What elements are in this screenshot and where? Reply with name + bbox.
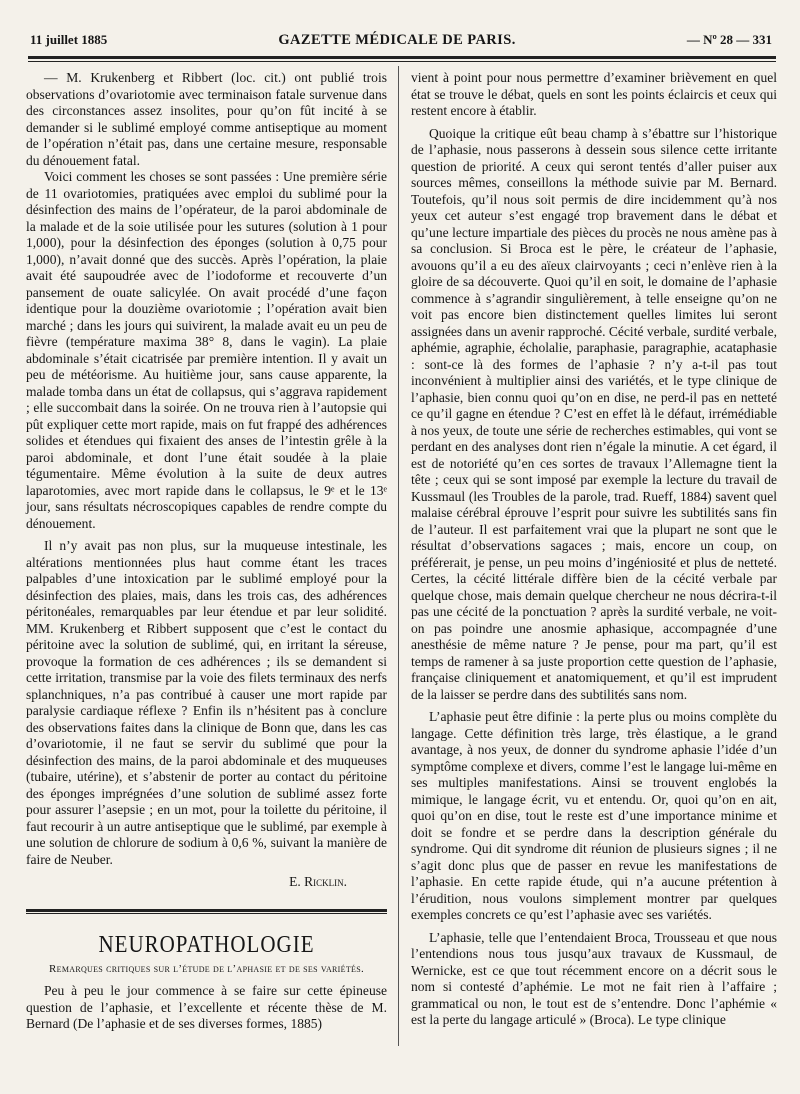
signature: E. Ricklin. (289, 874, 347, 889)
left-column (26, 70, 387, 1033)
section-rule (26, 909, 387, 914)
section-title: NEUROPATHOLOGIE (98, 929, 315, 958)
paragraph: — M. Krukenberg et Ribbert (loc. cit.) ont publié trois observations d’ovariotomie avec terminaison fatale survenue dans des circonstances assez insolites, pour qu’on fût incité à se demander si le sublimé employé comme antiseptique au moment de l’opération n’était pas, dans une certaine mesure, responsable du dénouement fatal. (26, 70, 387, 168)
header-issue: — Nº 28 — 331 (686, 32, 772, 47)
paragraph: L’aphasie, telle que l’entendaient Broca, Trousseau et que nous l’entendions nous tous jusqu’aux travaux de Kussmaul, de Wernicke, est ce que tout récemment encore on a décrit sous le nom si contesté d’aphémie. Le mot ne fait rien à l’affaire ; grammatical ou non, le tout est de s’entendre. Donc l’aphémie « est la perte du langage articulé » (Broca). Le type clinique (411, 929, 777, 1027)
paragraph: Quoique la critique eût beau champ à s’ébattre sur l’historique de l’aphasie, nous passerons à dessein sous silence cette irritante question de priorité. A ceux qui seront tentés d’aller puiser aux sources mêmes, conseillons la méthode suivie par M. Bernard. Toutefois, qu’il nous soit permis de dire incidemment qu’à nos yeux cet auteur s’est engagé trop bravement dans le débat et qu’une lecture impartiale des pièces du procès ne nous amène pas à sa conclusion. Si Broca est le père, le créateur de l’aphasie, avouons qu’il a eu des aïeux clairvoyants ; ceci n’enlève rien à la gloire de sa découverte. Quoi qu’il en soit, le domaine de l’aphasie commence à s’agrandir singulièrement, à telle enseigne qu’on ne voit pas encore bien distinctement quelles limites lui seront assignées dans un avenir rapproché. Cécité verbale, surdité verbale, aphémie, agraphie, écholalie, paraphasie, paragraphie, acataphasie : sont-ce là des formes de l’aphasie ? n’y a-t-il pas tout inconvénient à multiplier ainsi des variétés, et le type clinique de l’aphasie, bien connu quoi qu’on en dise, ne perd-il pas en netteté ce qu’il gagne en étendue ? C’est en effet là le défaut, irrémédiable à nos yeux, de toute une série de recherches estimables, qui vont se perdant en des analyses dont rien n’égale la minutie. A cet égard, il est de notoriété qu’en ces sortes de travaux l’Allemagne tient la tête ; ceux qui se sont imposé par exemple la lecture du travail de Kussmaul (les Troubles de la parole, trad. Rueff, 1884) savent quel malaise cérébral éprouve l’esprit pour suivre les subtilités sans fin de l’auteur. Il est parfaitement vrai que la plupart ne sont que le résultat d’observations sagaces ; mais, encore un coup, on préférerait, je pense, un peu moins d’ingéniosité et plus de netteté. Certes, la cécité littérale diffère bien de la cécité verbale par quelque chose, mais demain quelque chercheur ne nous décrira-t-il pas une cécité de la ponctuation ? après la surdité verbale, ne voit-on pas poindre une anosmie aphasique, accompagnée d’une anesthésie de même nature ? Je pense, pour ma part, qu’il est temps de ramener à sa juste proportion cette question de l’aphasie, française cliniquement et anatomiquement, et qu’il est imprudent de la laisser se perdre dans des subtilités sans nom. (411, 125, 777, 702)
page-header (30, 32, 772, 52)
header-rule-thick (28, 56, 776, 59)
paragraph: Voici comment les choses se sont passées : Une première série de 11 ovariotomies, pratiquées avec emploi du sublimé pour la désinfection des mains de l’opérateur, de la paroi abdominale de la malade et de la soie utilisée pour les sutures (solution à 1 pour 1,000), pour la désinfection des éponges (solution à 0,75 pour 1,000), n’avait donné que des succès. Après l’opération, la plaie avait été saupoudrée avec de l’iodoforme et recouverte d’un pansement de ouate salicylée. On avait procédé d’une façon identique pour la douzième ovariotomie ; l’opération avait bien marché ; dans les jours qui suivirent, la malade avait eu un peu de fièvre (température maxima 38° 8, dans le vagin). La plaie abdominale s’était cicatrisée par première intention. Il y avait un peu de météorisme. Au huitième jour, sans cause apparente, la malade tomba dans un état de collapsus, qui s’aggrava rapidement ; elle succombait dans la soirée. On ne trouva rien à l’autopsie qui pût expliquer cette mort rapide, mais on fut frappé des adhérences solides et étendues qui fixaient des anses de l’intestin grêle à la paroi abdominale, et dont l’une était soudée à la plaie tégumentaire. Même évolution à la suite de deux autres laparotomies, avec mort rapide dans le collapsus, le 9ᵉ et le 13ᵉ jour, sans résultats nécroscopiques capables de rendre compte du dénouement. (26, 169, 387, 531)
paragraph: L’aphasie peut être difinie : la perte plus ou moins complète du langage. Cette définition très large, très élastique, a le grand avantage, à nos yeux, de donner du syndrome aphasie l’idée d’un symptôme complexe et divers, comme l’est le langage lui-même en ses multiples manifestations. Ainsi se trouvent englobés la mimique, le langage écrit, vu et entendu. Or, quoi qu’on en ait, quoi qu’on en dise, tout le reste est d’une importance minime et doit se fondre et se perdre dans la description générale du syndrome. Qui dit syndrome dit réunion de plusieurs signes ; il ne s’agit donc plus que de passer en revue les manifestations de l’aphasie. En cette rapide étude, qui n’a aucune prétention à l’érudition, nous voulons simplement montrer par quelques exemples concrets ce qu’est l’aphasie avec ses variétés. (411, 709, 777, 922)
header-rule-thin (28, 61, 776, 62)
column-divider (398, 66, 399, 1046)
header-date: 11 juillet 1885 (30, 32, 108, 47)
paragraph: Il n’y avait pas non plus, sur la muqueuse intestinale, les altérations mentionnées plus haut comme étant les traces palpables d’une intoxication par le sublimé employé pour la désinfection des plaies, mais, dans les trois cas, des adhérences péritonéales, remarquables par leur étendue et par leur solidité. MM. Krukenberg et Ribbert supposent que c’est le contact du péritoine avec la solution de sublimé, qui, en irritant la séreuse, provoque la formation de ces adhérences ; ils se demandent si cette irritation, transmise par la voie des filets terminaux des nerfs splanchniques, n’a pas contribué à causer une mort rapide par paralysie cardiaque réflexe ? Enfin ils n’hésitent pas à conclure des observations faites dans la clinique de Bonn que, dans les cas d’ovariotomie, il ne faut se servir du sublimé que pour la désinfection des mains, de la paroi abdominale et des muqueuses (tubaire, utérine), et s’abstenir de porter au contact du péritoine des éponges imprégnées d’une solution de sublimé assez forte pour assurer l’asepsie ; en un mot, pour la toilette du péritoine, il faut recourir à un autre antiseptique que le sublimé, par exemple à une solution de chlorure de sodium à 0,6 %, suivant la manière de faire de Neuber. (26, 538, 387, 867)
paragraph: vient à point pour nous permettre d’examiner brièvement en quel état se trouve le débat, quels en sont les points éclaircis et ceux qui restent encore à établir. (411, 70, 777, 118)
article-subtitle: Remarques critiques sur l’étude de l’aphasie et de ses variétés. (49, 963, 364, 975)
header-title: GAZETTE MÉDICALE DE PARIS. (278, 32, 516, 48)
right-column (411, 70, 777, 1029)
paragraph: Peu à peu le jour commence à se faire sur cette épineuse question de l’aphasie, et l’excellente et récente thèse de M. Bernard (De l’aphasie et de ses diverses formes, 1885) (26, 983, 387, 1031)
